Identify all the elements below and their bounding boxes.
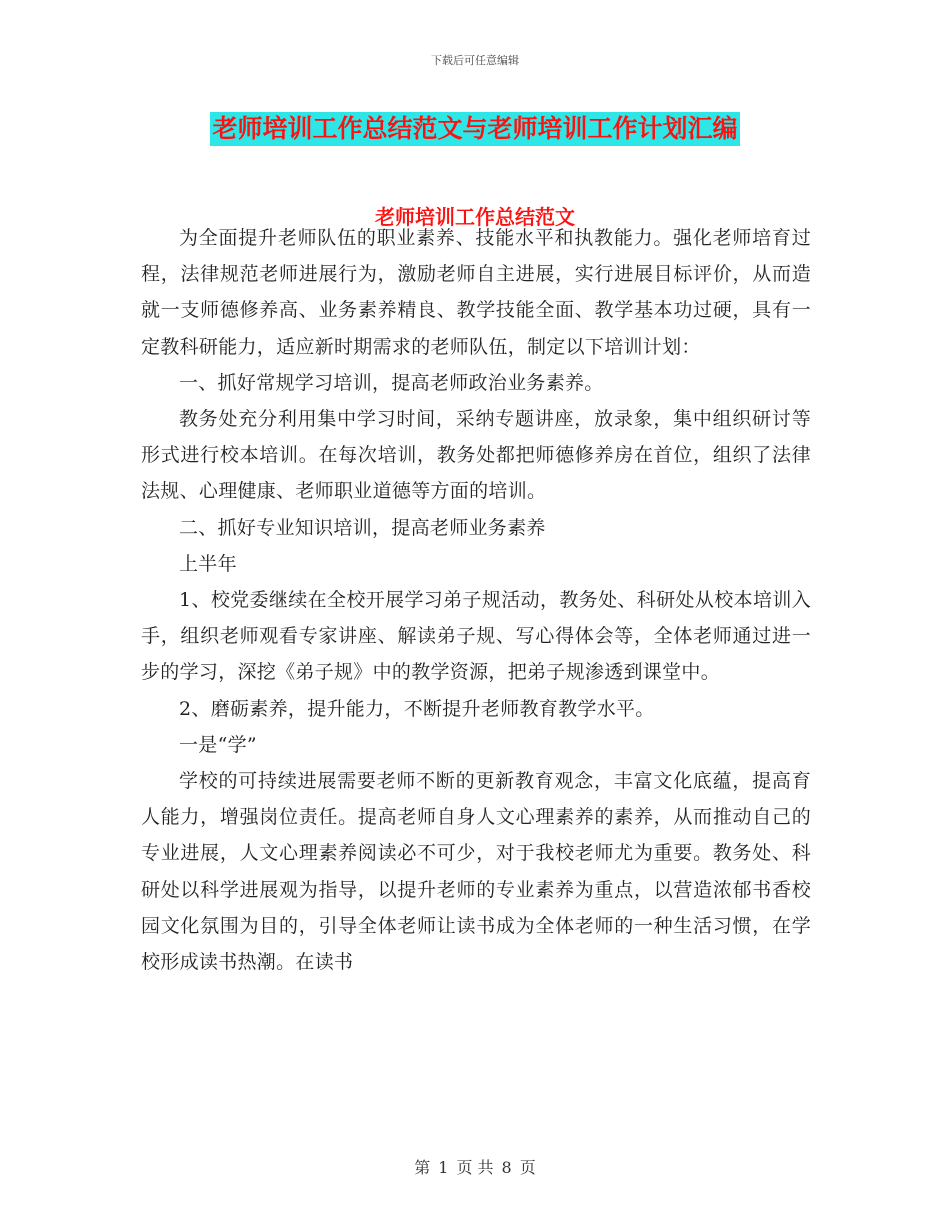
header-note: 下载后可任意编辑 bbox=[431, 54, 519, 67]
document-body bbox=[141, 220, 811, 980]
footer-middle: 页 共 bbox=[456, 1158, 494, 1177]
paragraph: 一是“学” bbox=[179, 733, 257, 756]
section-title: 老师培训工作总结范文 bbox=[375, 205, 575, 229]
footer-suffix: 页 bbox=[519, 1158, 536, 1177]
paragraph: 学校的可持续进展需要老师不断的更新教育观念，丰富文化底蕴，提高育人能力，增强岗位责任。提高老师自身人文心理素养的素养，从而推动自己的专业进展，人文心理素养阅读必不可少，对于我校老师尤为重要。教务处、科研处以科学进展观为指导，以提升老师的专业素养为重点，以营造浓郁书香校园文化氛围为目的，引导全体老师让读书成为全体老师的一种生活习惯，在学校形成读书热潮。在读书 bbox=[141, 770, 811, 974]
main-title-container bbox=[0, 112, 950, 146]
page-footer bbox=[0, 1155, 950, 1178]
paragraph: 上半年 bbox=[179, 552, 237, 575]
paragraph: 教务处充分利用集中学习时间，采纳专题讲座，放录象，集中组织研讨等形式进行校本培训。在每次培训，教务处都把师德修养房在首位，组织了法律法规、心理健康、老师职业道德等方面的培训。 bbox=[141, 408, 811, 503]
footer-page-number: 1 bbox=[438, 1158, 449, 1177]
paragraph: 二、抓好专业知识培训，提高老师业务素养 bbox=[179, 516, 546, 539]
main-title: 老师培训工作总结范文与老师培训工作计划汇编 bbox=[210, 112, 739, 146]
paragraph: 为全面提升老师队伍的职业素养、技能水平和执教能力。强化老师培育过程，法律规范老师进展行为，激励老师自主进展，实行进展目标评价，从而造就一支师德修养高、业务素养精良、教学技能全面、教学基本功过硬，具有一定教科研能力，适应新时期需求的老师队伍，制定以下培训计划： bbox=[141, 227, 811, 358]
paragraph: 2、磨砺素养，提升能力，不断提升老师教育教学水平。 bbox=[179, 697, 655, 720]
footer-prefix: 第 bbox=[414, 1158, 431, 1177]
paragraph: 一、抓好常规学习培训，提高老师政治业务素养。 bbox=[179, 371, 604, 394]
footer-total-pages: 8 bbox=[501, 1158, 512, 1177]
paragraph: 1、校党委继续在全校开展学习弟子规活动，教务处、科研处从校本培训入手，组织老师观看专家讲座、解读弟子规、写心得体会等，全体老师通过进一步的学习，深挖《弟子规》中的教学资源，把弟子规渗透到课堂中。 bbox=[141, 589, 811, 684]
